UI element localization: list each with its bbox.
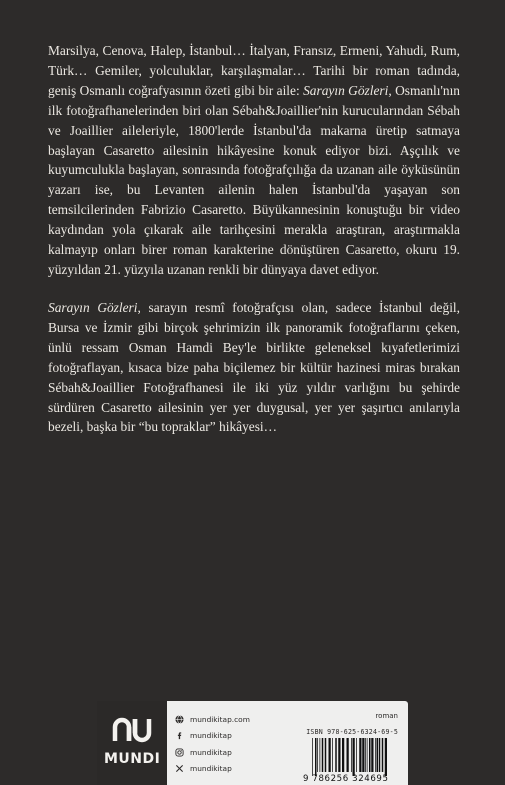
barcode-bar <box>377 738 379 772</box>
barcode-bar <box>325 738 327 772</box>
barcode-bar <box>367 738 368 772</box>
barcode-bar <box>335 738 337 772</box>
barcode-bar <box>379 738 381 772</box>
barcode-bar <box>322 738 324 772</box>
instagram-link[interactable] <box>175 744 305 761</box>
barcode-bar <box>382 738 384 772</box>
barcode-bar <box>315 738 317 776</box>
barcode-bar <box>320 738 321 772</box>
instagram-text: mundikitap <box>190 747 232 757</box>
barcode-bar <box>351 738 352 772</box>
barcode-bar <box>347 738 349 772</box>
barcode-bar <box>375 738 376 772</box>
barcode-bar <box>312 738 313 776</box>
barcode-bar <box>369 738 371 772</box>
barcode-bar <box>356 738 357 772</box>
barcode-bar <box>362 738 364 772</box>
blurb-text: Marsilya, Cenova, Halep, İstanbul… İtalyan, Fransız, Ermeni, Yahudi, Rum, Türk… Gemiler, yolculuklar, karşılaşmalar… Tarihi bir roman tadında, geniş Osmanlı coğrafyasının özeti gibi bir aile: <box>48 43 460 98</box>
barcode <box>311 738 399 776</box>
publisher-name: MUNDI <box>104 751 161 767</box>
barcode-bar <box>342 738 344 772</box>
barcode-bar <box>371 738 373 772</box>
barcode-bar <box>332 738 333 772</box>
x-link[interactable] <box>175 761 305 778</box>
blurb-paragraph-2 <box>48 298 460 437</box>
instagram-icon <box>175 748 184 757</box>
barcode-bar <box>365 738 366 772</box>
blurb-paragraph-1 <box>48 41 460 280</box>
barcode-bar <box>385 738 387 776</box>
publisher-logo <box>97 701 167 785</box>
genre-label: roman <box>375 712 398 720</box>
barcode-bar <box>338 738 340 772</box>
globe-icon <box>175 715 184 724</box>
x-text: mundikitap <box>190 764 232 774</box>
barcode-bar <box>359 738 361 772</box>
facebook-icon <box>175 731 184 740</box>
mundi-logo-mark <box>110 715 154 745</box>
website-text: mundikitap.com <box>190 714 250 724</box>
blurb-text: , sarayın resmî fotoğrafçısı olan, sadece İstanbul değil, Bursa ve İzmir gibi birçok şehrimizin ilk panoramik fotoğraflarını çeken, ünlü ressam Osman Hamdi Bey'le birlikte geleneksel kıyafetlerimizi fotoğraflayan, kısaca bize paha biçilemez bir kültür hazinesi miras bırakan Sébah&Joaillier Fotoğrafhanesi ile iki yüz yıldır varlığını bu şehirde sürdüren Casaretto ailesinin yer yer duygusal, yer yer şaşırtıcı anılarıyla bezeli, başka bir “bu topraklar” hikâyesi… <box>48 300 460 435</box>
book-title: Sarayın Gözleri <box>303 82 389 98</box>
barcode-bar <box>329 738 331 772</box>
x-icon <box>175 764 184 773</box>
isbn-label: ISBN 978-625-6324-69-5 <box>306 728 398 736</box>
facebook-text: mundikitap <box>190 731 232 741</box>
barcode-bar <box>353 738 355 776</box>
blurb-text: , Osmanlı'nın ilk fotoğrafhanelerinden biri olan Sébah&Joaillier'nin kurucularından Sébah ve Joaillier aileleriyle, 1800'lerde İstanbul'da makarna üretip satmaya başlayan Casaretto ailesinin hikâyesine konuk ediyor bizi. Aşçılık ve kuyumculukla başlayan, sonrasında fotoğrafçılığa da uzanan aile öyküsünün yazarı ise, bu Levanten ailenin halen İstanbul'da yaşayan son temsilcilerinden Fabrizio Casaretto. Büyükannesinin konuştuğu bir video kaydından yola çıkarak aile tarihçesini merakla araştıran, araştırmakla kalmayıp onları birer roman karakterine dönüştüren Casaretto, okuru 19. yüzyıldan 21. yüzyıla uzanan renkli bir dünyaya davet ediyor. <box>48 82 460 277</box>
barcode-number: 9 786256 324695 <box>303 774 389 784</box>
book-title: Sarayın Gözleri <box>48 300 138 315</box>
social-links <box>175 711 305 777</box>
publisher-panel <box>97 701 408 785</box>
facebook-link[interactable] <box>175 728 305 745</box>
website-link[interactable] <box>175 711 305 728</box>
barcode-bar <box>317 738 318 772</box>
